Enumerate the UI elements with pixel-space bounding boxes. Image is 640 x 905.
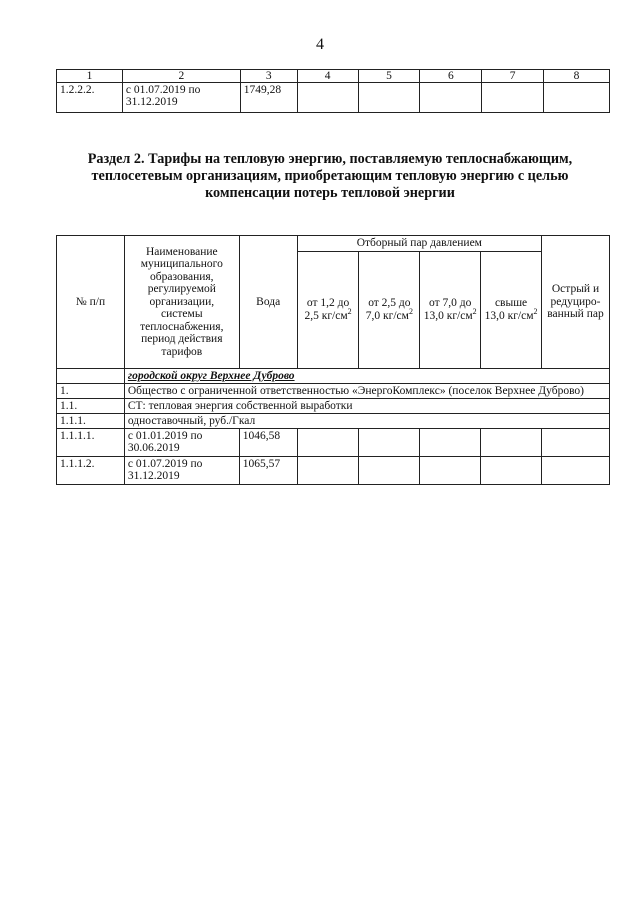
column-number: 5	[358, 70, 420, 83]
empty-cell	[358, 83, 420, 113]
row-number: 1.1.1.	[57, 414, 125, 429]
row-period: с 01.07.2019 по 31.12.2019	[122, 83, 240, 113]
table-row	[57, 457, 610, 485]
table-row	[57, 399, 610, 414]
header-steam-group: Отборный пар давлением	[297, 236, 541, 252]
row-period: с 01.07.2019 по 31.12.2019	[124, 457, 239, 485]
header-water: Вода	[239, 236, 297, 369]
system-name: СТ: тепловая энергия собственной выработки	[124, 399, 609, 414]
row-water-tariff: 1749,28	[240, 83, 297, 113]
row-number: 1.1.	[57, 399, 125, 414]
column-number: 8	[544, 70, 610, 83]
row-water-tariff: 1065,57	[239, 457, 297, 485]
tariff-table	[56, 235, 610, 485]
tariff-type: одноставочный, руб./Гкал	[124, 414, 609, 429]
empty-cell	[297, 83, 358, 113]
organization-name: Общество с ограниченной ответственностью «ЭнергоКомплекс» (поселок Верхнее Дуброво)	[124, 384, 609, 399]
header-pressure-1: от 1,2 до 2,5 $кг/см^2$	[297, 251, 359, 369]
header-row	[57, 236, 610, 252]
row-number: 1.1.1.2.	[57, 457, 125, 485]
row-number: 1.2.2.2.	[57, 83, 123, 113]
empty-cell	[481, 429, 542, 457]
column-number: 7	[482, 70, 544, 83]
table-row	[57, 414, 610, 429]
row-number: 1.1.1.1.	[57, 429, 125, 457]
continued-tariff-table	[56, 69, 610, 113]
empty-cell	[359, 429, 420, 457]
column-number: 1	[57, 70, 123, 83]
empty-cell	[297, 429, 359, 457]
row-period: с 01.01.2019 по 30.06.2019	[124, 429, 239, 457]
empty-cell	[359, 457, 420, 485]
empty-cell	[420, 457, 481, 485]
column-number-row	[57, 70, 610, 83]
section-title: Раздел 2. Тарифы на тепловую энергию, поставляемую теплоснабжающим, теплосетевым организациям, приобретающим тепловую энергию с целью компенсации потерь тепловой энергии	[87, 151, 573, 201]
column-number: 6	[420, 70, 482, 83]
header-number: № п/п	[57, 236, 125, 369]
column-number: 2	[122, 70, 240, 83]
empty-cell	[297, 457, 359, 485]
column-number: 4	[297, 70, 358, 83]
empty-cell	[420, 429, 481, 457]
municipality-name: городской округ Верхнее Дуброво	[124, 369, 609, 384]
row-water-tariff: 1046,58	[239, 429, 297, 457]
header-name: Наименование муниципального образования, регулируемой организации, системы теплоснабжения, период действия тарифов	[124, 236, 239, 369]
header-acute-steam: Острый и редуциро-ванный пар	[542, 236, 610, 369]
row-number: 1.	[57, 384, 125, 399]
empty-cell	[420, 83, 482, 113]
empty-cell	[481, 457, 542, 485]
empty-cell	[542, 457, 610, 485]
header-pressure-2: от 2,5 до 7,0 $кг/см^2$	[359, 251, 420, 369]
empty-cell	[542, 429, 610, 457]
header-pressure-4: свыше 13,0 $кг/см^2$	[481, 251, 542, 369]
page-number: 4	[316, 36, 324, 53]
group-row	[57, 369, 610, 384]
empty-cell	[57, 369, 125, 384]
column-number: 3	[240, 70, 297, 83]
empty-cell	[544, 83, 610, 113]
table-row	[57, 384, 610, 399]
empty-cell	[482, 83, 544, 113]
header-pressure-3: от 7,0 до 13,0 $кг/см^2$	[420, 251, 481, 369]
table-row	[57, 429, 610, 457]
table-row	[57, 83, 610, 113]
